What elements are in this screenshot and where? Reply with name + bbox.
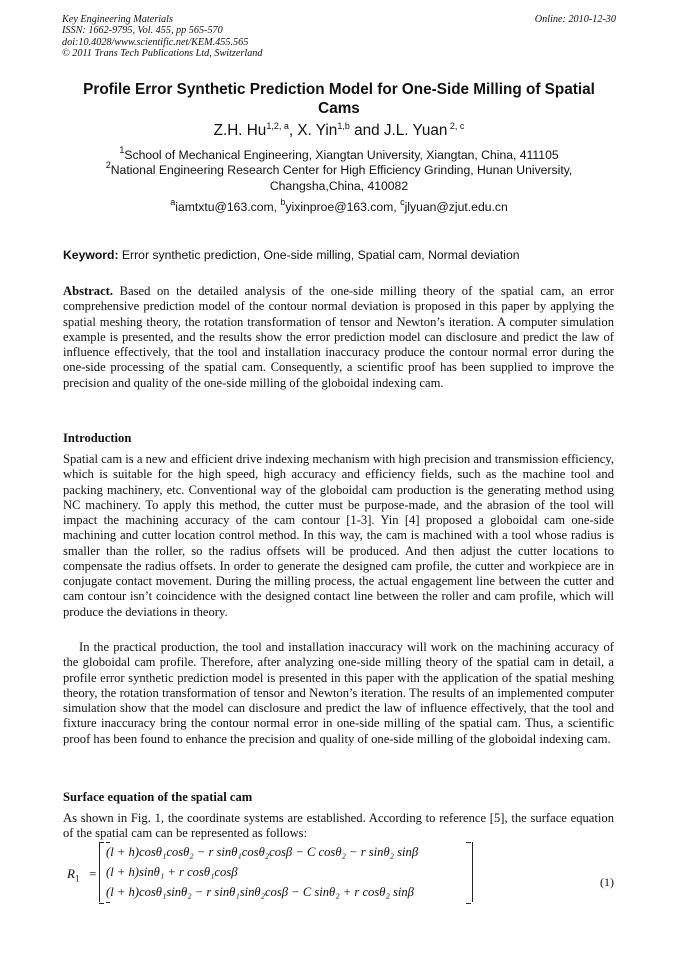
affiliation-2: $^2$National Engineering Research Center for High Efficiency Grinding, Hunan University, Changsha,China, 410082	[105, 160, 573, 193]
email-link: yixinproe@163.com,	[285, 200, 401, 214]
author-name: J.L. Yuan	[383, 122, 448, 139]
section-heading-introduction: Introduction	[63, 431, 132, 445]
paper-title: Profile Error Synthetic Prediction Model for One-Side Milling of Spatial Cams	[83, 81, 595, 117]
matrix-row: (l + h)sinθ₁ + r cosθ₁cosβ	[106, 865, 238, 879]
online-date: Online: 2010-12-30	[534, 14, 616, 25]
running-header	[62, 14, 616, 60]
author-list	[62, 121, 616, 140]
affiliation-1: $^1$School of Mechanical Engineering, Xiangtan University, Xiangtan, China, 411105	[119, 145, 559, 162]
emails: $^a$iamtxtu@163.com, $^b$yixinproe@163.com, $^c$jlyuan@zjut.edu.cn	[170, 197, 508, 214]
matrix	[99, 842, 473, 902]
matrix-bracket	[99, 903, 104, 904]
section-heading-surface: Surface equation of the spatial cam	[63, 790, 253, 804]
doi: doi:10.4028/www.scientific.net/KEM.455.565	[62, 36, 249, 48]
email-link: jlyuan@zjut.edu.cn	[404, 200, 508, 214]
equation-1	[63, 840, 614, 906]
abstract-text: Based on the detailed analysis of the one-side milling theory of the spatial cam, an error comprehensive prediction model of the contour normal deviation is proposed in this paper by applying the spatial meshing theory, the rotation transformation of tensor and Newton’s iteration. A computer simulation example is presented, and the results show the error prediction model can disclosure and predict the law of influence effectively, that the tool and installation inaccuracy produce the contour normal error during the one-side processing of the spatial cam. Consequently, a scientific proof has been supplied to improve the precision and quality of the one-side milling of the globoidal indexing cam.	[63, 284, 614, 390]
matrix-row: (l + h)cosθ₁sinθ₂ − r sinθ₁sinθ₂cosβ − C sinθ₂ + r cosθ₂ sinβ	[106, 885, 414, 899]
equation-number: (1)	[600, 875, 614, 889]
abstract-label: Abstract.	[63, 284, 114, 298]
equation-lhs: $R_1$	[67, 866, 80, 884]
journal-name: Key Engineering Materials	[62, 14, 173, 25]
author-name: Z.H. Hu	[213, 122, 267, 139]
author-name: X. Yin	[297, 122, 338, 139]
intro-paragraph-1: Spatial cam is a new and efficient drive indexing mechanism with high precision and transmission efficiency, which is suitable for the high speed, high accuracy and efficiency fields, such as the machine tool and packing machinery, etc. Conventional way of the globoidal cam production is the generating method using NC machinery. To apply this method, the cutter must be purpose-made, and the abrasion of the tool will impact the machining accuracy of the cam contour [1-3]. Yin [4] proposed a globoidal cam one-side machining and cutter location control method. In this way, the cam is machined with a tool whose radius is smaller than the roller, so the radius offsets will be produced. And then adjust the cutter locations to compensate the radius offsets. In order to generate the designed cam profile, the cutter and workpiece are in conjugate contact movement. During the milling process, the actual engagement line between the cutter and cam contour isn’t coincidence with the designed contact line between the roller and cam profile, which will produce the deviations in theory.	[63, 452, 614, 619]
issn: ISSN: 1662-9795, Vol. 455, pp 565-570	[62, 25, 223, 37]
keywords-label: Keyword:	[63, 248, 119, 262]
equals-sign: =	[89, 866, 97, 881]
author-separator: and	[349, 122, 384, 139]
author-sup: 1,b	[337, 121, 350, 131]
author-sup: 2, c	[447, 121, 465, 131]
keywords-text: Error synthetic prediction, One-side milling, Spatial cam, Normal deviation	[118, 248, 520, 262]
surface-paragraph: As shown in Fig. 1, the coordinate systems are established. According to reference [5], the surface equation of the spatial cam can be represented as follows:	[63, 811, 614, 841]
matrix-bracket	[466, 903, 471, 904]
author-separator: ,	[288, 122, 298, 139]
intro-paragraph-2: In the practical production, the tool and installation inaccuracy will work on the machining accuracy of the globoidal cam profile. Therefore, after analyzing one-side milling theory of the spatial cam in detail, a profile error synthetic prediction model is presented in this paper with the application of the spatial meshing theory, the rotation transformation of tensor and Newton’s iteration. The results of an implemented computer simulation show that the model can disclosure and predict the law of influence effectively, that the tool and fixture inaccuracy bring the contour normal error in one-side milling of the spatial cam. Thus, a scientific proof has been found to enhance the precision and quality of one-side milling of the globoidal indexing cam.	[63, 640, 614, 746]
abstract	[63, 284, 614, 391]
keywords	[63, 248, 617, 263]
author-sup: 1,2, a	[266, 121, 289, 131]
email-link: iamtxtu@163.com,	[175, 200, 281, 214]
copyright: © 2011 Trans Tech Publications Ltd, Switzerland	[62, 48, 263, 60]
affiliations	[62, 145, 616, 194]
matrix-row: (l + h)cosθ₁cosθ₂ − r sinθ₁cosθ₂cosβ − C cosθ₂ − r sinθ₂ sinβ	[106, 845, 419, 859]
